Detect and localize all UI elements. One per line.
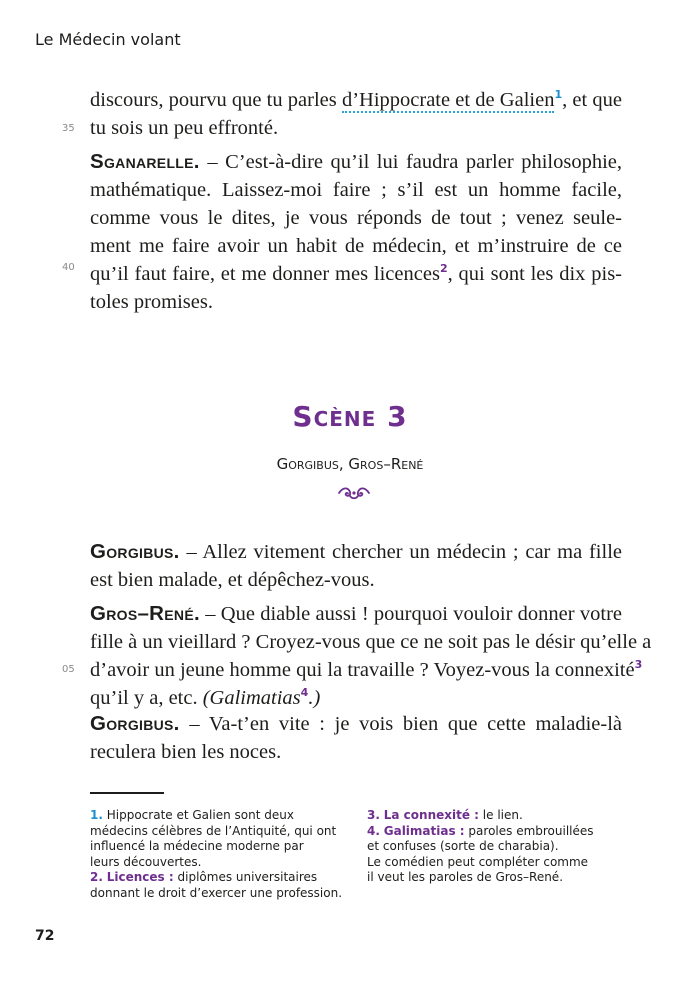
text-line: comme vous le dites, je vous réponds de tout ; venez seule- [90, 207, 622, 229]
speaker-name: Gorgibus. [90, 712, 180, 735]
line-number: 35 [62, 123, 75, 134]
text-line: mathématique. Laissez-moi faire ; s’il est un homme facile, [90, 179, 622, 201]
footnote-ref-1[interactable]: 1 [554, 88, 563, 101]
speaker-name: Sganarelle. [90, 150, 200, 173]
text-line: Gros–René. – Que diable aussi ! pourquoi vouloir donner votre [90, 602, 622, 625]
footnote-number: 1. [90, 808, 103, 822]
text-block-sganarelle [90, 148, 622, 316]
text-line: Sganarelle. – C’est-à-dire qu’il lui faudra parler philosophie, [90, 150, 622, 173]
scene-characters: Gorgibus, Gros–René [276, 455, 424, 473]
glossary-link-hippocrate-galien[interactable]: d’Hippocrate et de Galien [341, 89, 555, 111]
text-line: tu sois un peu effronté. [90, 117, 279, 139]
text-line: Gorgibus. – Allez vitement chercher un médecin ; car ma fille [90, 540, 622, 563]
footnote-4: 4. Galimatias : paroles embrouillées et confuses (sorte de charabia). Le comédien peut compléter comme il veut les paroles de Gros–René. [367, 823, 594, 884]
footnote-3: 3. La connexité : le lien. [367, 808, 523, 822]
footnote-term: Licences : [106, 870, 174, 884]
footnote-1: 1. Hippocrate et Galien sont deux médecins célèbres de l’Antiquité, qui ont influencé la médecine moderne par leurs découvertes. [90, 808, 337, 869]
text-line: qu’il y a, etc. (Galimatias$^4$.) [90, 686, 321, 709]
ornament-flourish-icon [337, 484, 371, 502]
text-line: Gorgibus. – Va-t’en vite : je vois bien que cette maladie-là [90, 712, 622, 735]
footnote-number: 4. [367, 823, 380, 838]
footnotes-column-left [90, 808, 360, 901]
text-line: qu’il faut faire, et me donner mes licences$^2$, qui sont les dix pis- [90, 262, 622, 285]
text-line: fille à un vieillard ? Croyez-vous que ce ne soit pas le désir qu’elle a [90, 631, 652, 653]
line-number: 05 [62, 664, 75, 675]
text-block-gorgibus-1 [90, 538, 622, 594]
footnote-ref-2[interactable]: 2 [439, 262, 448, 275]
footnote-2: 2. Licences : diplômes universitaires donnant le droit d’exercer une profession. [90, 870, 343, 900]
running-head: Le Médecin volant [35, 30, 181, 49]
footnote-term: La connexité : [383, 808, 479, 822]
text-line: d’avoir un jeune homme qui la travaille ? Voyez-vous la connexité$^3$ [90, 658, 643, 681]
line-number: 40 [62, 262, 75, 273]
text-line: toles promises. [90, 291, 213, 313]
footnote-ref-3[interactable]: 3 [634, 658, 643, 671]
page-number: 72 [35, 928, 55, 944]
footnote-number: 3. [367, 808, 380, 822]
text-block-continuation [90, 86, 622, 142]
text-block-gorgibus-2 [90, 710, 622, 766]
footnote-number: 2. [90, 870, 103, 884]
text-line: discours, pourvu que tu parles d’Hippocrate et de Galien$^1$, et que [90, 88, 622, 111]
text-block-gros-rene [90, 600, 652, 712]
speaker-name: Gorgibus. [90, 540, 180, 563]
footnote-term: Galimatias : [383, 823, 465, 838]
footnotes-column-right [367, 808, 627, 886]
text-line: reculera bien les noces. [90, 741, 282, 763]
text-line: ment me faire avoir un habit de médecin, et m’instruire de ce [90, 235, 622, 257]
footnote-divider [90, 792, 164, 794]
text-line: est bien malade, et dépêchez-vous. [90, 569, 375, 591]
speaker-name: Gros–René. [90, 602, 200, 625]
scene-title: Scène 3 [292, 400, 408, 433]
footnote-ref-4[interactable]: 4 [300, 686, 309, 699]
